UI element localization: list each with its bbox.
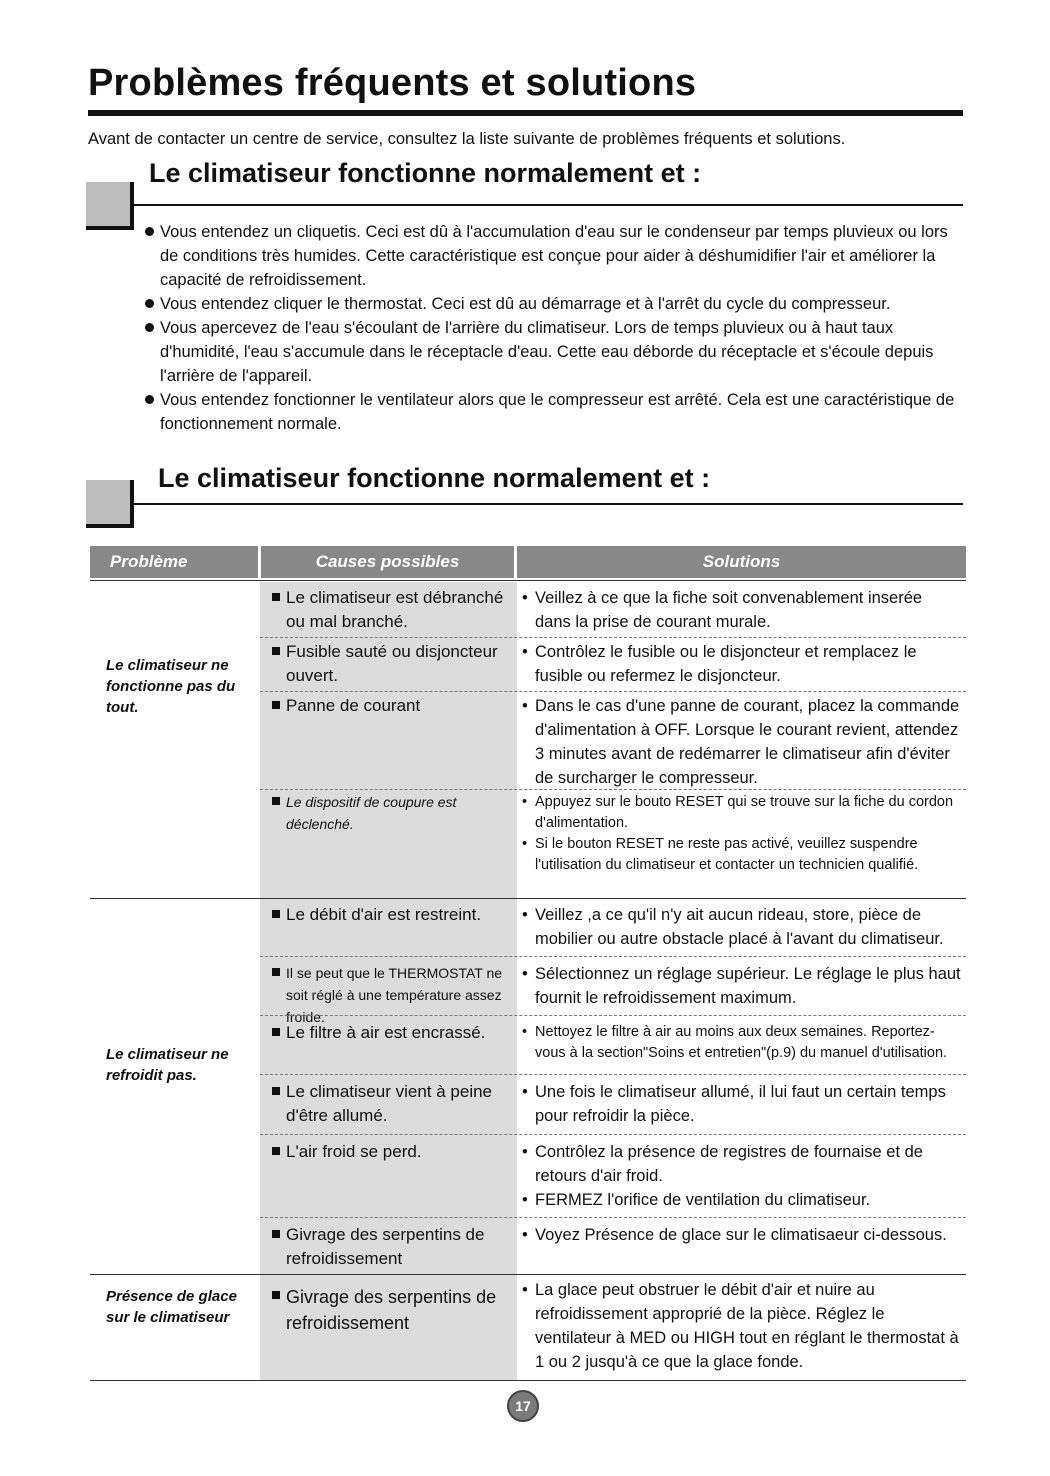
row-divider [260,1015,966,1016]
section-marker [86,480,134,528]
list-item: Vous entendez cliquer le thermostat. Ceci est dû au démarrage et à l'arrêt du cycle du compresseur. [142,292,962,316]
page-title: Problèmes fréquents et solutions [88,62,697,104]
solution-item: • Nettoyez le filtre à air au moins aux deux semaines. Reportez-vous à la section"Soins et entretien"(p.9) du manuel d'utilisation. [522,1022,962,1064]
solution-item: • Voyez Présence de glace sur le climatisaeur ci-dessous. [522,1223,962,1247]
row-divider [260,1134,966,1135]
column-header-causes: Causes possibles [261,546,514,578]
cause-item: L'air froid se perd. [270,1140,526,1164]
problem-label: Le climatiseur ne fonctionne pas du tout. [106,657,236,716]
section-tick [130,184,132,206]
column-header-problem: Problème [90,546,258,578]
cause-item: Le débit d'air est restreint. [270,903,526,927]
row-divider [260,1074,966,1075]
cause-item: Panne de courant [270,694,526,718]
cause-item: Givrage des serpentins de refroidissement [270,1223,526,1271]
section1-title: Le climatiseur fonctionne normalement et : [149,158,702,188]
solution-item: • Dans le cas d'une panne de courant, placez la commande d'alimentation à OFF. Lorsque le courant revient, attendez 3 minutes avant de redémarrer le climatiseur afin d'éviter de surcharger le compresseur. [522,694,962,790]
solution-item: • La glace peut obstruer le débit d'air et nuire au refroidissement approprié de la pièce. Réglez le ventilateur à MED ou HIGH tout en réglant le thermostat à 1 ou 2 jusqu'à ce que la glace fonde. [522,1278,962,1374]
cause-item: Le climatiseur vient à peine d'être allumé. [270,1080,526,1128]
solution-item: • Veillez ,a ce qu'il n'y ait aucun rideau, store, pièce de mobilier ou autre obstacle placé à l'avant du climatiseur. [522,903,962,951]
section-rule [130,204,963,206]
cause-item: Fusible sauté ou disjoncteur ouvert. [270,640,526,688]
solution-item: • Une fois le climatiseur allumé, il lui faut un certain temps pour refroidir la pièce. [522,1080,962,1128]
header-rule [90,580,966,581]
solution-item: • Appuyez sur le bouto RESET qui se trouve sur la fiche du cordon d'alimentation. • Si le bouton RESET ne reste pas activé, veuillez suspendre l'utilisation du climatiseur et contacter un technicien qualifié. [522,792,962,876]
cause-item: Givrage des serpentins de refroidissement [270,1284,526,1336]
list-item: Vous apercevez de l'eau s'écoulant de l'arrière du climatiseur. Lors de temps pluvieux ou à haut taux d'humidité, l'eau s'accumule dans le réceptacle d'eau. Cette eau déborde du réceptacle et s'écoule depuis l'arrière de l'appareil. [142,316,962,388]
problem-label: Présence de glace sur le climatiseur [106,1288,237,1326]
section-rule [130,503,963,505]
solution-item: • Contrôlez le fusible ou le disjoncteur et remplacez le fusible ou refermez le disjoncteur. [522,640,962,688]
group-divider [90,898,966,899]
cause-item: Le filtre à air est encrassé. [270,1021,526,1045]
solution-item: • Veillez à ce que la fiche soit convenablement inserée dans la prise de courant murale. [522,586,962,634]
intro-text: Avant de contacter un centre de service, consultez la liste suivante de problèmes fréquents et solutions. [88,130,846,148]
section-tick [130,482,132,504]
cause-item: Le dispositif de coupure est déclenché. [270,791,526,835]
list-item: Vous entendez un cliquetis. Ceci est dû à l'accumulation d'eau sur le condenseur par temps pluvieux ou lors de conditions très humides. Cette caractéristique est conçue pour aider à déshumidifier l'air et améliorer la capacité de refroidissement. [142,220,962,292]
solution-item: • Sélectionnez un réglage supérieur. Le réglage le plus haut fournit le refroidissement maximum. [522,962,962,1010]
row-divider [260,637,966,638]
group-divider [90,1274,966,1275]
list-item: Vous entendez fonctionner le ventilateur alors que le compresseur est arrêté. Cela est une caractéristique de fonctionnement normale. [142,388,962,436]
cause-item: Le climatiseur est débranché ou mal branché. [270,586,526,634]
problem-label: Le climatiseur ne refroidit pas. [106,1046,229,1084]
page-number-badge: 17 [507,1390,539,1422]
column-header-solutions: Solutions [517,546,966,578]
section2-title: Le climatiseur fonctionne normalement et : [158,463,711,493]
title-rule [88,110,963,116]
row-divider [260,789,966,790]
section-marker [86,182,134,230]
table-bottom-rule [90,1380,966,1381]
solution-item: • Contrôlez la présence de registres de fournaise et de retours d'air froid. • FERMEZ l'orifice de ventilation du climatiseur. [522,1140,962,1212]
row-divider [260,691,966,692]
row-divider [260,1217,966,1218]
cause-item: Il se peut que le THERMOSTAT ne soit réglé à une température assez froide. [270,962,526,1028]
row-divider [260,956,966,957]
normal-operation-list [142,220,962,436]
